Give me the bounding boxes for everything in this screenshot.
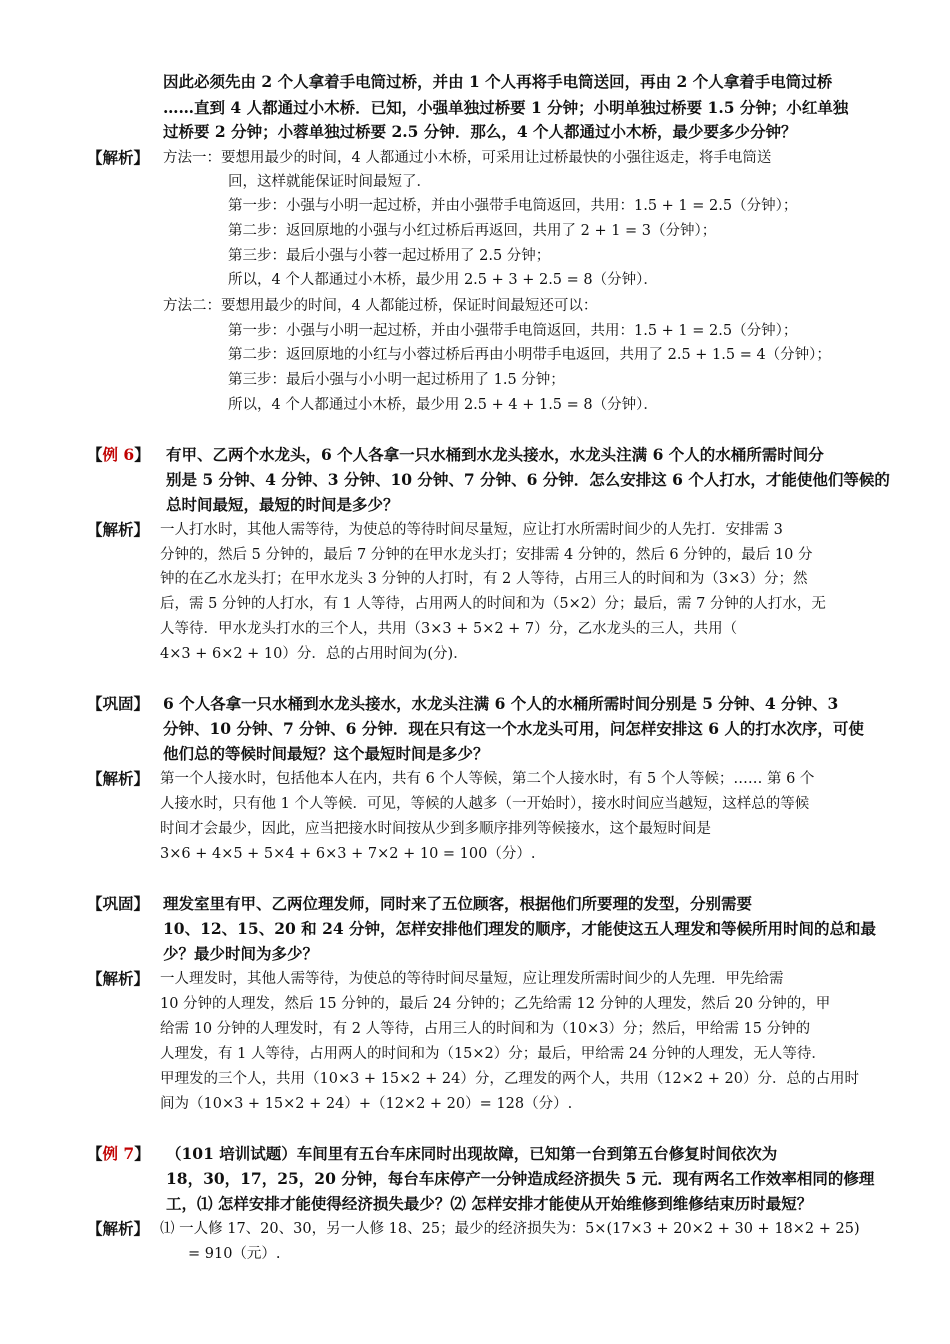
consolidation-tag: 【巩固】 <box>87 894 150 913</box>
consolidation-1-line-2: 分钟、10 分钟、7 分钟、6 分钟．现在只有这一个水龙头可用，问怎样安排这 6 人的打水次序，可使 <box>163 719 864 738</box>
solution-tag: 【解析】 <box>87 520 150 539</box>
solution-4-line-6: 间为（10×3 + 15×2 + 24）+（12×2 + 20）= 128（分）. <box>160 1096 573 1112</box>
solution-3-line-1: 第一个人接水时，包括他本人在内，共有 6 个人等候，第二个人接水时，有 5 个人等候；…… 第 6 个 <box>160 771 815 787</box>
consolidation-tag: 【巩固】 <box>87 694 150 713</box>
solution-2-line-1: 一人打水时，其他人需等待，为使总的等待时间尽量短，应让打水所需时间少的人先打．安排需 3 <box>160 522 783 538</box>
method2-conclusion: 所以，4 个人都通过小木桥，最少用 2.5 + 4 + 1.5 = 8（分钟）． <box>228 397 658 413</box>
method2-step-3: 第三步：最后小强与小小明一起过桥用了 1.5 分钟； <box>228 372 565 388</box>
example-7-line-1: （101 培训试题）车间里有五台车床同时出现故障，已知第一台到第五台修复时间依次为 <box>166 1144 778 1163</box>
example-7-tag: 【例 7】 <box>87 1144 150 1163</box>
solution-tag: 【解析】 <box>87 969 150 988</box>
solution-tag: 【解析】 <box>87 1219 150 1238</box>
solution-2-line-3: 钟的在乙水龙头打；在甲水龙头 3 分钟的人打时，有 2 人等待，占用三人的时间和为（3×3）分；然 <box>160 571 808 587</box>
solution-4-line-1: 一人理发时，其他人需等待，为使总的等待时间尽量短，应让理发所需时间少的人先理．甲先给需 <box>160 971 784 987</box>
solution-5-line-2: = 910（元）. <box>188 1246 281 1262</box>
method2-step-2: 第二步：返回原地的小红与小蓉过桥后再由小明带手电返回，共用了 2.5 + 1.5 = 4（分钟）； <box>228 347 831 363</box>
solution-4-line-4: 人理发，有 1 人等待，占用两人的时间和为（15×2）分；最后，甲给需 24 分钟的人理发，无人等待． <box>160 1046 826 1062</box>
consolidation-2-line-3: 少？最少时间为多少？ <box>163 944 319 963</box>
method1-line-1: 方法一：要想用最少的时间，4 人都通过小木桥，可采用让过桥最快的小强往返走，将手电筒送 <box>163 150 772 166</box>
example-6-line-2: 别是 5 分钟、4 分钟、3 分钟、10 分钟、7 分钟、6 分钟．怎么安排这 6 个人打水，才能使他们等候的 <box>166 470 890 489</box>
intro-line-2: ……直到 4 人都通过小木桥．已知，小强单独过桥要 1 分钟；小明单独过桥要 1.5 分钟；小红单独 <box>163 98 849 117</box>
method1-step-2: 第二步：返回原地的小强与小红过桥后再返回，共用了 2 + 1 = 3（分钟）； <box>228 223 717 239</box>
consolidation-1-line-1: 6 个人各拿一只水桶到水龙头接水，水龙头注满 6 个人的水桶所需时间分别是 5 分钟、4 分钟、3 <box>163 694 839 713</box>
solution-3-line-3: 时间才会最少，因此，应当把接水时间按从少到多顺序排列等候接水，这个最短时间是 <box>160 821 711 837</box>
solution-2-line-4: 后，需 5 分钟的人打水，有 1 人等待，占用两人的时间和为（5×2）分；最后，需 7 分钟的人打水，无 <box>160 596 826 612</box>
method1-conclusion: 所以，4 个人都通过小木桥，最少用 2.5 + 3 + 2.5 = 8（分钟）． <box>228 272 658 288</box>
intro-line-3: 过桥要 2 分钟；小蓉单独过桥要 2.5 分钟．那么，4 个人都通过小木桥，最少要多少分钟？ <box>163 122 797 141</box>
solution-5-line-1: ⑴ 一人修 17、20、30，另一人修 18、25；最少的经济损失为：5×(17×3 + 20×2 + 30 + 18×2 + 25) <box>160 1221 860 1237</box>
method1-line-2: 回，这样就能保证时间最短了． <box>228 174 431 190</box>
solution-4-line-3: 给需 10 分钟的人理发时，有 2 人等待，占用三人的时间和为（10×3）分；然后，甲给需 15 分钟的 <box>160 1021 811 1037</box>
example-6-line-1: 有甲、乙两个水龙头，6 个人各拿一只水桶到水龙头接水，水龙头注满 6 个人的水桶所需时间分 <box>166 445 824 464</box>
intro-line-1: 因此必须先由 2 个人拿着手电筒过桥，并由 1 个人再将手电筒送回，再由 2 个人拿着手电筒过桥 <box>163 72 833 91</box>
solution-4-line-5: 甲理发的三个人，共用（10×3 + 15×2 + 24）分，乙理发的两个人，共用（12×2 + 20）分．总的占用时 <box>160 1071 859 1087</box>
example-6-tag: 【例 6】 <box>87 445 150 464</box>
method2-step-1: 第一步：小强与小明一起过桥，并由小强带手电筒返回，共用：1.5 + 1 = 2.5（分钟）； <box>228 323 798 339</box>
consolidation-2-line-1: 理发室里有甲、乙两位理发师，同时来了五位顾客，根据他们所要理的发型，分别需要 <box>163 894 753 913</box>
solution-2-line-6: 4×3 + 6×2 + 10）分．总的占用时间为(分)． <box>160 646 468 662</box>
solution-4-line-2: 10 分钟的人理发，然后 15 分钟的，最后 24 分钟的；乙先给需 12 分钟的人理发，然后 20 分钟的，甲 <box>160 996 831 1012</box>
solution-3-line-2: 人接水时，只有他 1 个人等候．可见，等候的人越多（一开始时），接水时间应当越短，这样总的等候 <box>160 796 810 812</box>
solution-2-line-2: 分钟的，然后 5 分钟的，最后 7 分钟的在甲水龙头打；安排需 4 分钟的，然后 6 分钟的，最后 10 分 <box>160 547 813 563</box>
method1-step-3: 第三步：最后小强与小蓉一起过桥用了 2.5 分钟； <box>228 248 551 264</box>
example-7-line-3: 工，⑴ 怎样安排才能使得经济损失最少？⑵ 怎样安排才能使从开始维修到维修结束历时最短？ <box>166 1194 813 1213</box>
consolidation-1-line-3: 他们总的等候时间最短？这个最短时间是多少？ <box>163 744 489 763</box>
solution-3-line-4: 3×6 + 4×5 + 5×4 + 6×3 + 7×2 + 10 = 100（分）. <box>160 846 536 862</box>
example-6-line-3: 总时间最短，最短的时间是多少？ <box>166 495 399 514</box>
method1-step-1: 第一步：小强与小明一起过桥，并由小强带手电筒返回，共用：1.5 + 1 = 2.5（分钟）； <box>228 198 798 214</box>
solution-tag: 【解析】 <box>87 148 150 167</box>
example-7-line-2: 18，30，17，25，20 分钟，每台车床停产一分钟造成经济损失 5 元．现有两名工作效率相同的修理 <box>166 1169 875 1188</box>
solution-tag: 【解析】 <box>87 769 150 788</box>
method2-line-1: 方法二：要想用最少的时间，4 人都能过桥，保证时间最短还可以： <box>163 298 598 314</box>
consolidation-2-line-2: 10、12、15、20 和 24 分钟，怎样安排他们理发的顺序，才能使这五人理发和等候所用时间的总和最 <box>163 919 877 938</box>
solution-2-line-5: 人等待．甲水龙头打水的三个人，共用（3×3 + 5×2 + 7）分，乙水龙头的三人，共用（ <box>160 621 738 637</box>
